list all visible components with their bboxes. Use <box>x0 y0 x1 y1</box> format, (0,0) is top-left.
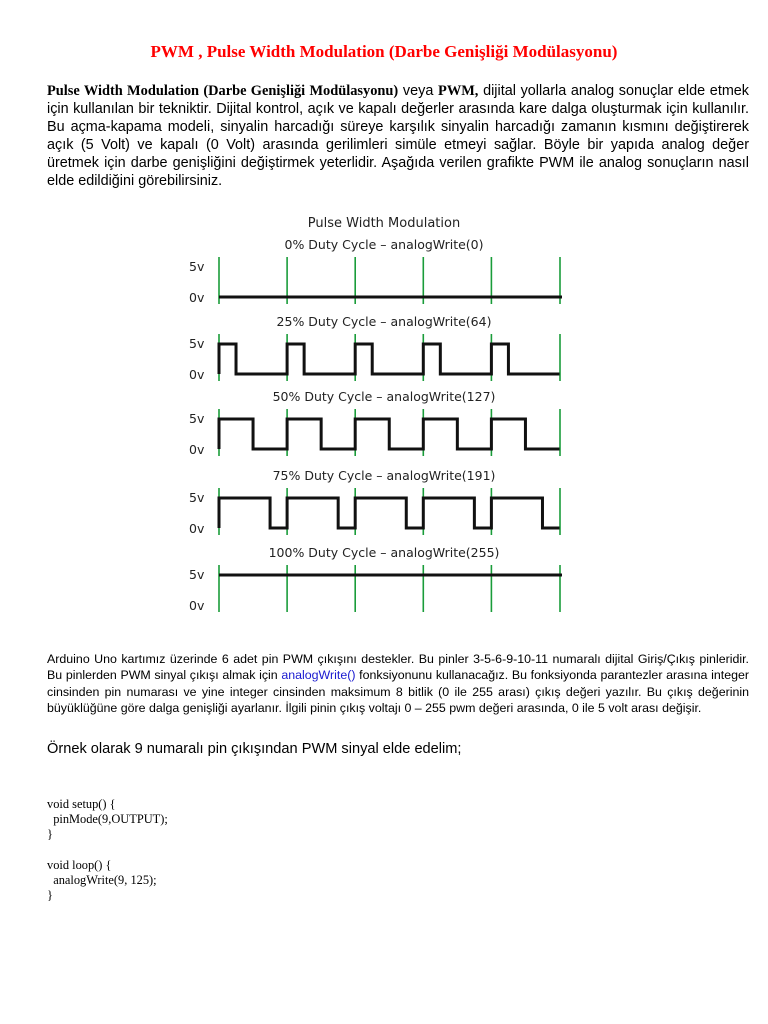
ylabel-0v: 0v <box>189 290 205 305</box>
ylabel-0v: 0v <box>189 598 205 613</box>
code-block: void setup() { pinMode(9,OUTPUT); } void loop() { analogWrite(9, 125); } <box>47 797 168 903</box>
analogwrite-link[interactable]: analogWrite() <box>281 668 356 683</box>
ylabel-5v: 5v <box>189 490 205 505</box>
intro-paragraph <box>47 82 749 190</box>
ylabel-0v: 0v <box>189 367 205 382</box>
waveform-line <box>219 419 560 449</box>
ylabel-5v: 5v <box>189 259 205 274</box>
series-label: 100% Duty Cycle – analogWrite(255) <box>268 545 500 560</box>
series-label: 75% Duty Cycle – analogWrite(191) <box>272 468 496 483</box>
intro-term: Pulse Width Modulation (Darbe Genişliği Modülasyonu) <box>47 83 399 99</box>
waveform-line <box>219 498 560 528</box>
series-label: 50% Duty Cycle – analogWrite(127) <box>272 389 496 404</box>
arduino-paragraph <box>47 651 749 717</box>
ylabel-5v: 5v <box>189 336 205 351</box>
ylabel-5v: 5v <box>189 567 205 582</box>
pwm-chart <box>0 205 768 625</box>
series-label: 25% Duty Cycle – analogWrite(64) <box>276 314 492 329</box>
arduino-text-after: fonksiyonunu kullanacağız. Bu fonksiyonda parantezler arasına integer cinsinden pin numarası ve yine integer cinsinden maksimum 8 bitlik (0 ile 255 arası) çıkış değeri yazılır. Bu çıkış değerinin büyüklüğüne göre dalga genişliği ayarlanır. İlgili pinin çıkış voltajı 0 – 255 pwm değeri arasında, 0 ile 5 volt arası değişir. <box>47 668 749 716</box>
ylabel-0v: 0v <box>189 521 205 536</box>
page-title: PWM , Pulse Width Modulation (Darbe Genişliği Modülasyonu) <box>150 42 618 61</box>
series-label: 0% Duty Cycle – analogWrite(0) <box>284 237 484 252</box>
ylabel-5v: 5v <box>189 411 205 426</box>
example-heading: Örnek olarak 9 numaralı pin çıkışından PWM sinyal elde edelim; <box>47 741 462 757</box>
arduino-text-before: Arduino Uno kartımız üzerinde 6 adet pin PWM çıkışını destekler. Bu pinler 3-5-6-9-10-11 numaralı dijital Giriş/Çıkış pinleridir. Bu pinlerden PWM sinyal çıkışı almak için <box>47 652 749 683</box>
intro-pwm: PWM, <box>438 83 479 99</box>
intro-body: dijital yollarla analog sonuçlar elde etmek için kullanılan bir tekniktir. Dijital kontrol, açık ve kapalı değerler arasında kare dalga oluşturmak için kullanılır. Bu açma-kapama modeli, sinyalin harcadığı süreye karşılık sinyalin harcadığı zamanın kısmını değiştirerek açık (5 Volt) ve kapalı (0 Volt) arasında gerilimleri simüle etmeyi sağlar. Böyle bir yapıda analog değer üretmek için darbe genişliğini değiştirmek yeterlidir. Aşağıda verilen grafikte PWM ile analog sonuçların nasıl elde edildiğini görebilirsiniz. <box>47 83 749 189</box>
chart-title: Pulse Width Modulation <box>307 216 461 231</box>
waveform-line <box>219 344 560 374</box>
ylabel-0v: 0v <box>189 442 205 457</box>
intro-veya: veya <box>398 83 439 99</box>
